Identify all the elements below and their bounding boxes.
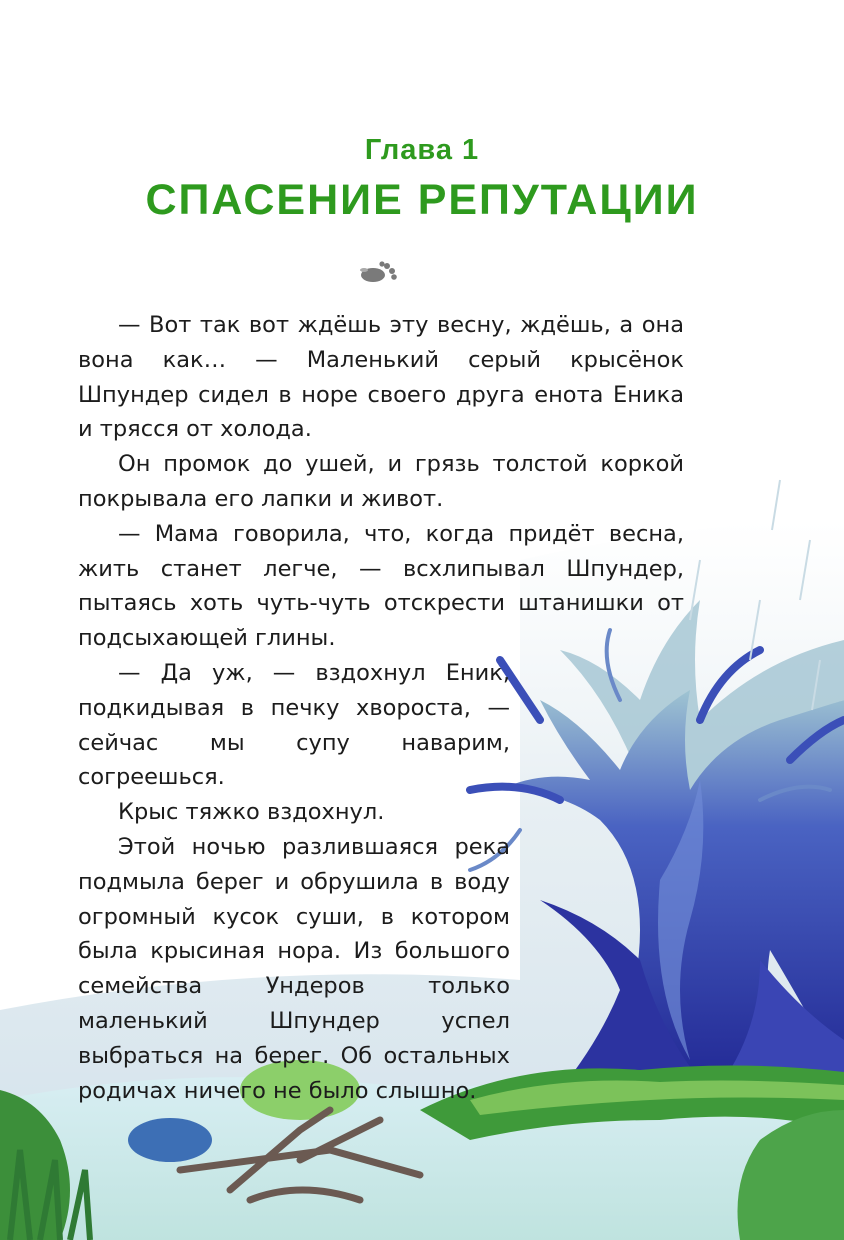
paragraph: — Мама говорила, что, когда придёт весна, жить станет легче, — всхлипывал Шпундер, пытаясь хоть чуть-чуть отскрести штанишки от подсыхающей глины.: [78, 520, 684, 652]
paw-print-icon: [356, 260, 402, 284]
chapter-label: Глава 1: [364, 134, 480, 166]
paragraph: — Вот так вот ждёшь эту весну, ждёшь, а она вона как… — Маленький серый крысёнок Шпундер сидел в норе своего друга енота Еника и трясся от холода.: [78, 312, 684, 443]
chapter-title: СПАСЕНИЕ РЕПУТАЦИИ: [145, 176, 699, 224]
blue-rock: [128, 1118, 212, 1162]
paragraph: — Да уж, — вздохнул Еник, подкидывая в печку хвороста, — сейчас мы супу наварим, согреешься.: [78, 659, 510, 791]
paragraph: Крыс тяжко вздохнул.: [118, 799, 385, 826]
story-text: [78, 308, 684, 1108]
paragraph: Этой ночью разлившаяся река подмыла берег и обрушила в воду огромный кусок суши, в котором была крысиная нора. Из большого семейства Ундеров только маленький Шпундер успел выбраться на берег. Об остальных родичах ничего не было слышно.: [78, 833, 510, 1104]
paragraph: Он промок до ушей, и грязь толстой коркой покрывала его лапки и живот.: [78, 451, 684, 512]
